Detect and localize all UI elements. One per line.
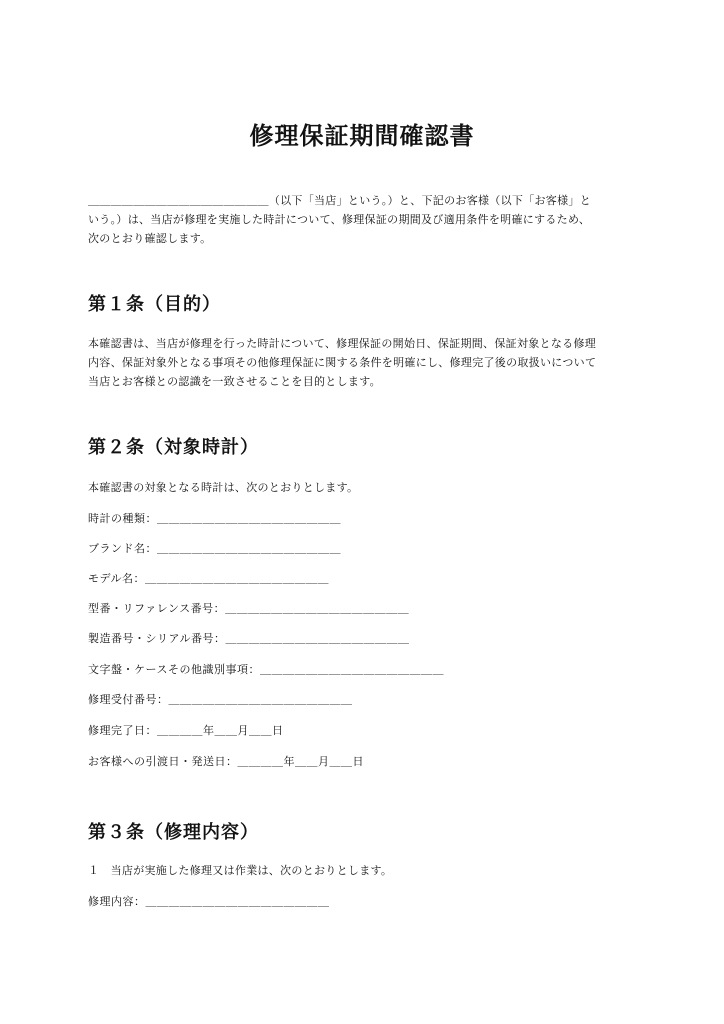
field-repair-receipt-number: 修理受付番号：＿＿＿＿＿＿＿＿＿＿＿＿＿＿＿＿ [88,693,353,706]
intro-paragraph: ＿＿＿＿＿＿＿＿＿＿＿＿＿＿＿＿（以下「当店」という。）と、下記のお客様（以下「お客様」と いう。）は、当店が修理を実施した時計について、修理保証の期間及び適用条件を明確にするため、 次のとおり確認します。 [88,194,591,245]
field-repair-content: 修理内容：＿＿＿＿＿＿＿＿＿＿＿＿＿＿＿＿ [88,895,330,908]
field-watch-type: 時計の種類：＿＿＿＿＿＿＿＿＿＿＿＿＿＿＿＿ [88,512,341,525]
field-identification-details: 文字盤・ケースその他識別事項：＿＿＿＿＿＿＿＿＿＿＿＿＿＿＿＿ [88,663,444,676]
field-brand-name: ブランド名：＿＿＿＿＿＿＿＿＿＿＿＿＿＿＿＿ [88,542,341,555]
article-3-body: １ 当店が実施した修理又は作業は、次のとおりとします。 [88,864,393,877]
article-2-heading: 第２条（対象時計） [88,437,259,458]
article-2-body: 本確認書の対象となる時計は、次のとおりとします。 [88,481,359,494]
field-model-name: モデル名：＿＿＿＿＿＿＿＿＿＿＿＿＿＿＿＿ [88,572,329,585]
field-serial-number: 製造番号・シリアル番号：＿＿＿＿＿＿＿＿＿＿＿＿＿＿＿＿ [88,632,410,645]
field-repair-completion-date: 修理完了日：＿＿＿＿年＿＿月＿＿日 [88,724,284,737]
field-reference-number: 型番・リファレンス番号：＿＿＿＿＿＿＿＿＿＿＿＿＿＿＿＿ [88,602,410,615]
article-1-body: 本確認書は、当店が修理を行った時計について、修理保証の開始日、保証期間、保証対象となる修理 内容、保証対象外となる事項その他修理保証に関する条件を明確にし、修理完了後の取扱いについて 当店とお客様との認識を一致させることを目的とします。 [88,337,597,388]
article-3-heading: 第３条（修理内容） [88,822,259,843]
article-1-heading: 第１条（目的） [88,294,221,315]
field-delivery-date: お客様への引渡日・発送日：＿＿＿＿年＿＿月＿＿日 [88,755,364,768]
document-title: 修理保証期間確認書 [249,122,475,150]
